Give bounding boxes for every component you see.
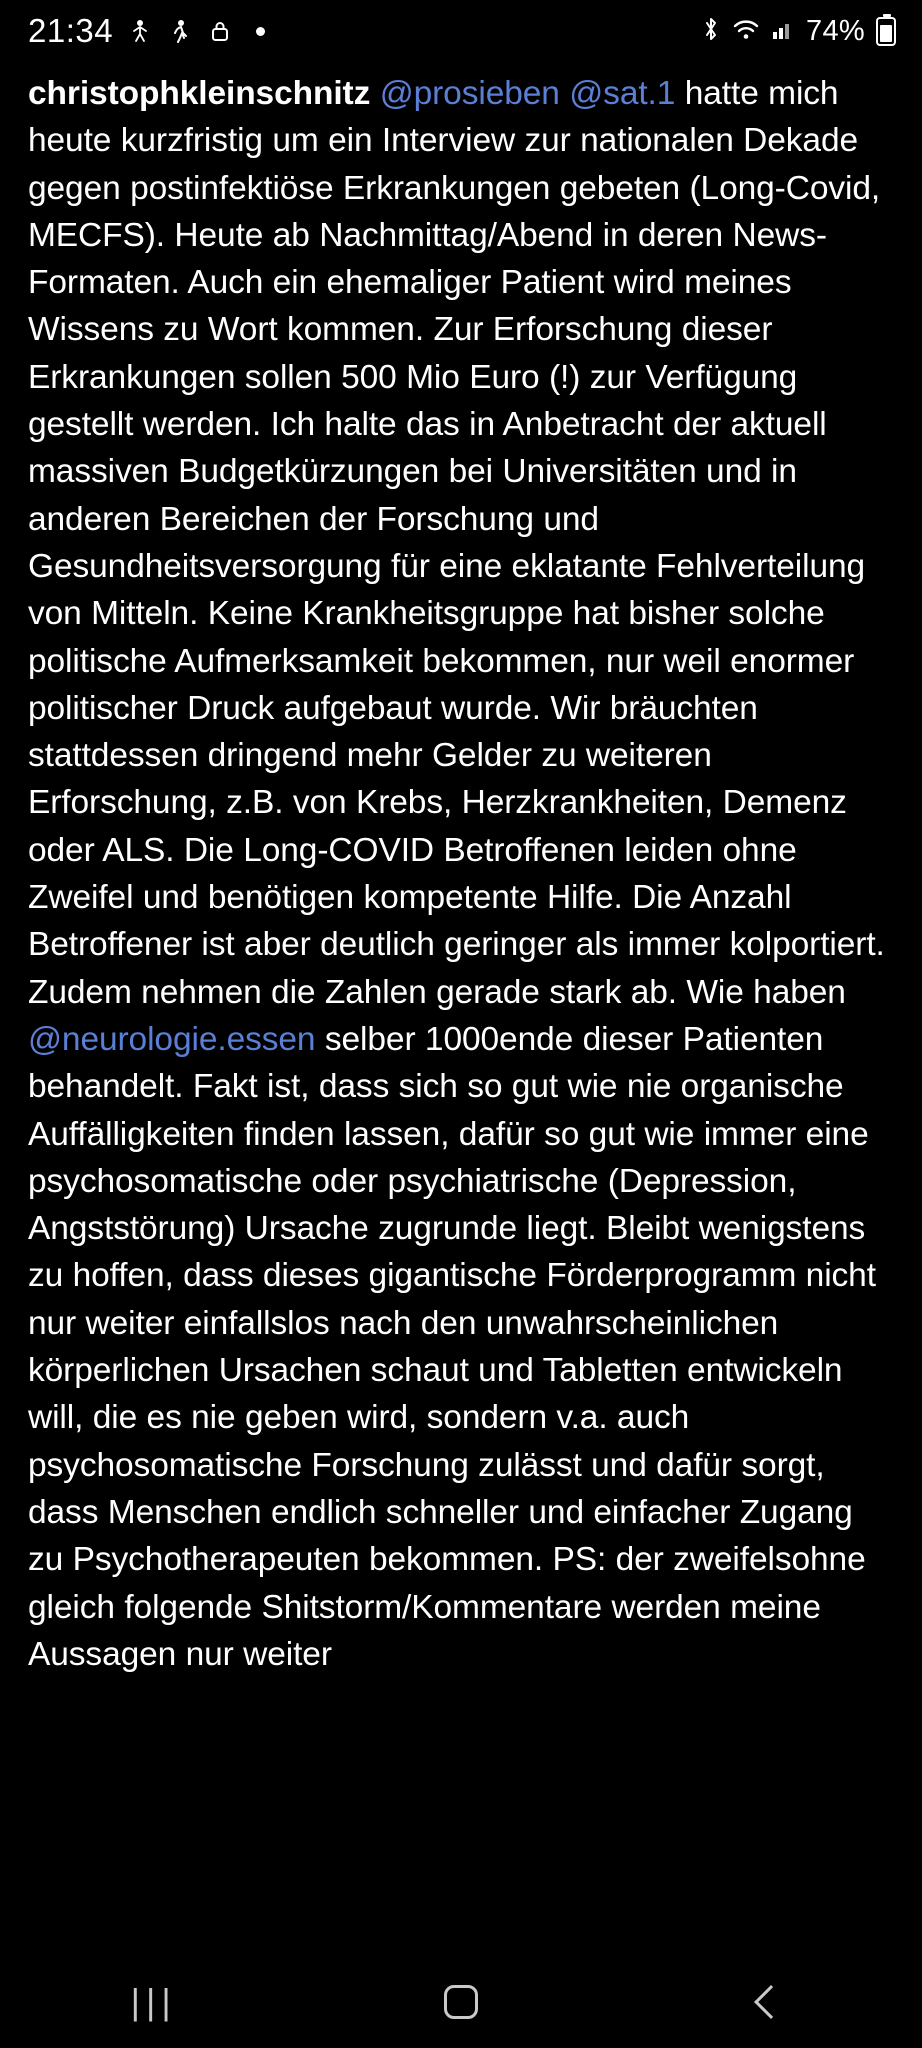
back-button[interactable] <box>708 1967 828 2037</box>
back-icon <box>754 1985 788 2019</box>
post-container <box>0 62 922 1956</box>
recents-icon: ||| <box>130 1981 177 2022</box>
mention-sat1[interactable]: @sat.1 <box>569 75 676 112</box>
status-bar-left <box>28 12 273 50</box>
space-2 <box>560 75 569 112</box>
post-body-part-1: hatte mich heute kurzfristig um ein Interview zur nationalen Dekade gegen postinfektiöse Erkrankungen gebeten (Long-Covid, MECFS). Heute ab Nachmittag/Abend in deren News-Formaten. Auch ein ehemaliger Patient wird meines Wissens zu Wort kommen. Zur Erforschung dieser Erkrankungen sollen 500 Mio Euro (!) zur Verfügung gestellt werden. Ich halte das in Anbetracht der aktuell massiven Budgetkürzungen bei Universitäten und in anderen Bereichen der Forschung und Gesundheitsversorgung für eine eklatante Fehlverteilung von Mitteln. Keine Krankheitsgruppe hat bisher solche politische Aufmerksamkeit bekommen, nur weil enormer politischer Druck aufgebaut wurde. Wir bräuchten stattdessen dringend mehr Gelder zu weiteren Erforschung, z.B. von Krebs, Herzkrankheiten, Demenz oder ALS. Die Long-COVID Betroffenen leiden ohne Zweifel und benötigen kompetente Hilfe. Die Anzahl Betroffener ist aber deutlich geringer als immer kolportiert. Zudem nehmen die Zahlen gerade stark ab. Wie haben <box>28 75 885 1011</box>
home-icon <box>444 1985 478 2019</box>
mention-prosieben[interactable]: @prosieben <box>379 75 560 112</box>
dot-icon <box>247 17 273 45</box>
recents-button[interactable] <box>94 1967 214 2037</box>
battery-percentage: 74% <box>806 14 865 47</box>
home-button[interactable] <box>401 1967 521 2037</box>
status-clock: 21:34 <box>28 12 114 49</box>
bluetooth-icon <box>701 16 721 47</box>
status-bar <box>0 0 922 62</box>
location-icon <box>127 17 153 45</box>
post-text <box>28 70 894 1678</box>
android-nav-bar <box>0 1956 922 2048</box>
space-1 <box>370 75 379 112</box>
post-username[interactable]: christophkleinschnitz <box>28 75 371 112</box>
signal-icon <box>771 17 795 46</box>
status-bar-right <box>701 15 896 48</box>
person-walking-icon <box>167 17 193 45</box>
lock-icon <box>207 17 233 45</box>
battery-icon <box>876 17 896 46</box>
wifi-icon <box>732 17 760 46</box>
mention-neurologie-essen[interactable]: @neurologie.essen <box>28 1020 316 1058</box>
post-body-part-2: selber 1000ende dieser Patienten behandelt. Fakt ist, dass sich so gut wie nie organische Auffälligkeiten finden lassen, dafür so gut wie immer eine psychosomatische oder psychiatrische (Depression, Angststörung) Ursache zugrunde liegt. Bleibt wenigstens zu hoffen, dass dieses gigantische Förderprogramm nicht nur weiter einfallslos nach den unwahrscheinlichen körperlichen Ursachen schaut und Tabletten entwickeln will, die es nie geben wird, sondern v.a. auch psychosomatische Forschung zulässt und dafür sorgt, dass Menschen endlich schneller und einfacher Zugang zu Psychotherapeuten bekommen. PS: der zweifelsohne gleich folgende Shitstorm/Kommentare werden meine Aussagen nur weiter <box>28 1020 876 1673</box>
